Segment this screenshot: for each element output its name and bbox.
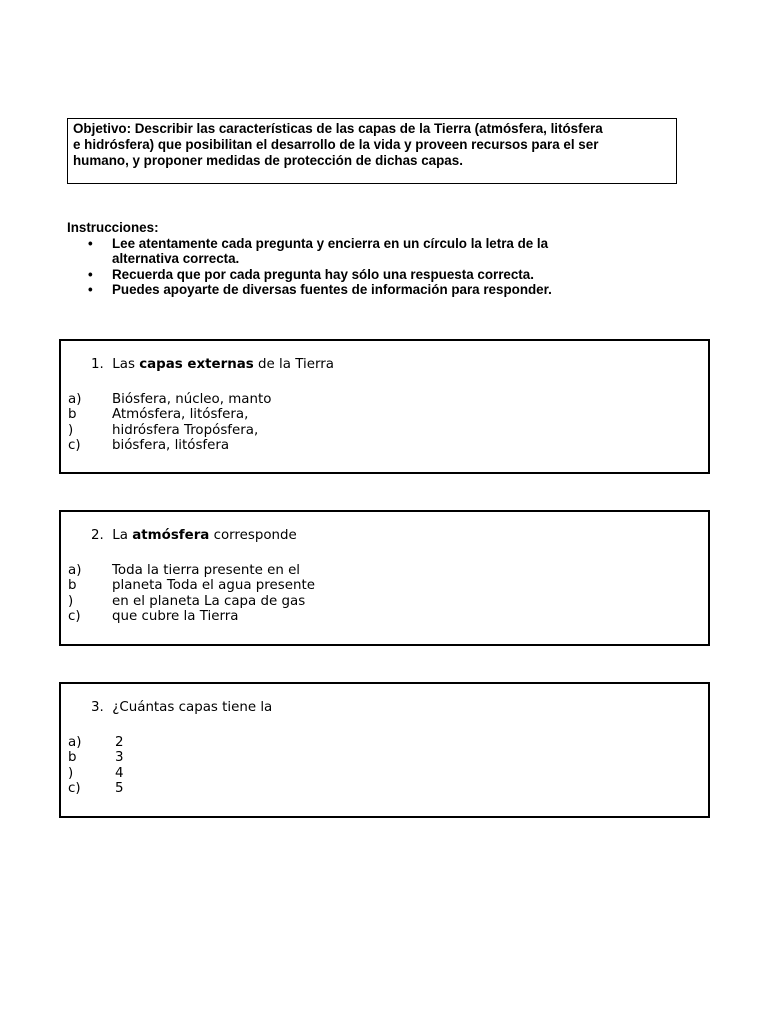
instructions-list: [67, 236, 627, 298]
instruction-item: [67, 267, 627, 283]
objective-line: humano, y proponer medidas de protección de dichas capas.: [73, 153, 463, 168]
option-text: Toda la tierra presente en el: [112, 563, 301, 578]
question-title: [91, 700, 272, 715]
question-box-3: [59, 682, 710, 818]
option-letter[interactable]: c): [68, 437, 81, 453]
option-letters: [68, 563, 98, 624]
option-text: Biósfera, núcleo, manto: [112, 392, 272, 407]
instruction-text: Puedes apoyarte de diversas fuentes de información para responder.: [112, 282, 552, 297]
option-letter[interactable]: ): [68, 422, 74, 438]
option-text: 3: [115, 750, 124, 766]
question-box-1: [59, 339, 710, 474]
question-text: La: [112, 528, 133, 543]
question-text: corresponde: [209, 528, 297, 543]
instructions-title: Instrucciones:: [67, 220, 159, 235]
option-letters: [68, 392, 98, 453]
instruction-text: Recuerda que por cada pregunta hay sólo una respuesta correcta.: [112, 266, 534, 282]
option-letter[interactable]: a): [68, 563, 82, 578]
bullet-icon: •: [88, 266, 93, 282]
bullet-icon: •: [88, 282, 93, 297]
question-number: 1.: [91, 357, 104, 372]
option-letter[interactable]: c): [68, 780, 81, 796]
instruction-text: alternativa correcta.: [112, 251, 240, 266]
question-text: de la Tierra: [253, 357, 334, 372]
question-bold-text: capas externas: [139, 357, 254, 372]
option-text: en el planeta La capa de gas: [112, 593, 306, 609]
option-text: biósfera, litósfera: [112, 437, 230, 453]
option-text: planeta Toda el agua presente: [112, 578, 315, 594]
option-letter[interactable]: ): [68, 765, 74, 781]
option-text: 2: [115, 735, 124, 750]
option-text: 4: [115, 765, 124, 781]
instructions-section: [67, 220, 627, 298]
question-box-2: [59, 510, 710, 646]
option-texts: [112, 392, 271, 453]
question-text: Las: [112, 357, 140, 372]
option-text: 5: [115, 780, 124, 796]
option-letter[interactable]: b: [68, 407, 77, 423]
option-texts: [115, 735, 124, 796]
question-text: ¿Cuántas capas tiene la: [112, 700, 273, 715]
option-text: que cubre la Tierra: [112, 608, 239, 624]
option-texts: [112, 563, 356, 624]
question-title: [91, 528, 297, 543]
option-text: hidrósfera Tropósfera,: [112, 422, 259, 438]
instruction-item: [67, 282, 627, 298]
objective-line: e hidrósfera) que posibilitan el desarrollo de la vida y proveen recursos para el ser: [73, 137, 599, 152]
instruction-item: [67, 236, 627, 267]
question-number: 2.: [91, 528, 104, 543]
option-letter[interactable]: b: [68, 750, 77, 766]
option-letter[interactable]: a): [68, 392, 82, 407]
option-letter[interactable]: ): [68, 593, 74, 609]
option-letter[interactable]: a): [68, 735, 82, 750]
objective-box: [67, 118, 677, 184]
option-letters: [68, 735, 98, 796]
instruction-text: Lee atentamente cada pregunta y encierra en un círculo la letra de la: [112, 235, 549, 251]
question-number: 3.: [91, 700, 104, 715]
bullet-icon: •: [88, 235, 93, 251]
question-bold-text: atmósfera: [132, 528, 210, 543]
option-letter[interactable]: b: [68, 578, 77, 594]
question-title: [91, 357, 334, 372]
option-text: Atmósfera, litósfera,: [112, 407, 249, 423]
objective-line: Objetivo: Describir las características de las capas de la Tierra (atmósfera, litósfera: [73, 121, 603, 136]
option-letter[interactable]: c): [68, 608, 81, 624]
